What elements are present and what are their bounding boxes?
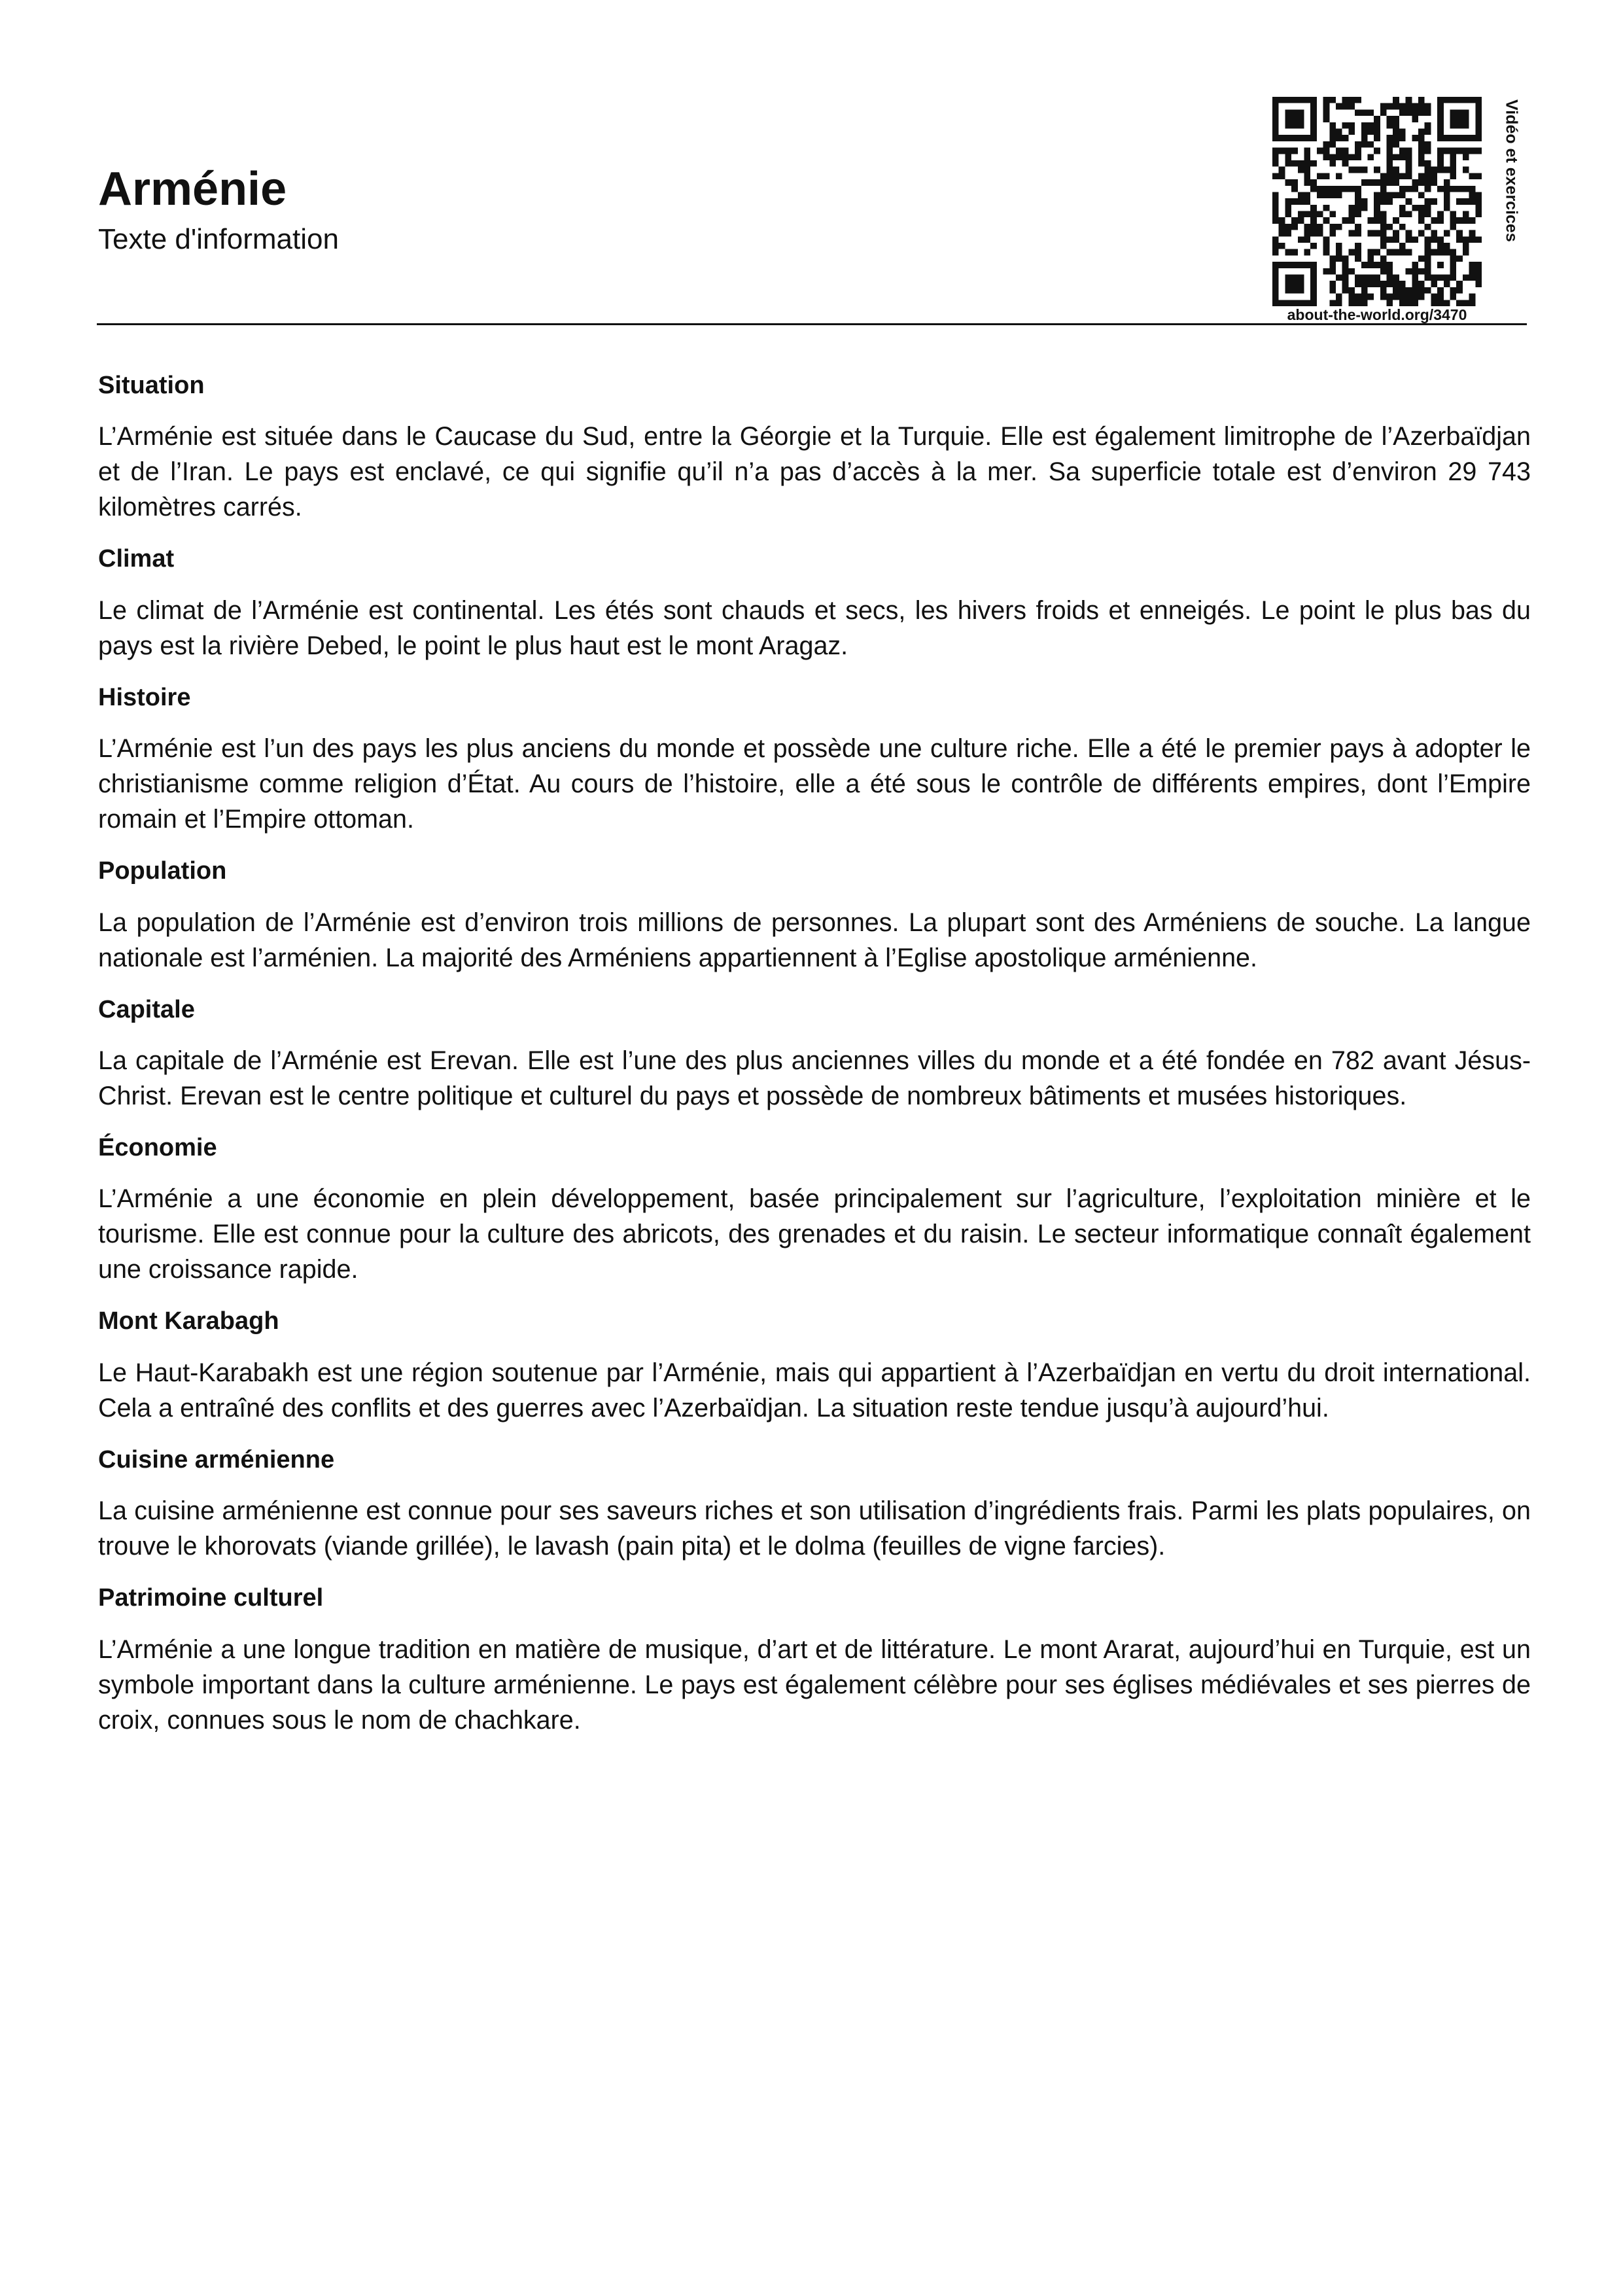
- section-paragraph: La population de l’Arménie est d’environ trois millions de personnes. La plupart sont des Arméniens de souche. La langue nationale est l’arménien. La majorité des Arméniens appartiennent à l’Eglise apostolique arménienne.: [98, 908, 1531, 972]
- content-sections: [98, 370, 1531, 1756]
- section-paragraph: L’Arménie est l’un des pays les plus anciens du monde et possède une culture riche. Elle a été le premier pays à adopter le christianisme comme religion d’État. Au cours de l’histoire, elle a été sous le contrôle de différents empires, dont l’Empire romain et l’Empire ottoman.: [98, 734, 1531, 834]
- section-heading: Population: [98, 857, 227, 885]
- section-paragraph: La capitale de l’Arménie est Erevan. Elle est l’une des plus anciennes villes du monde et a été fondée en 782 avant Jésus-Christ. Erevan est le centre politique et culturel du pays et possède de nombreux bâtiments et musées historiques.: [98, 1046, 1531, 1110]
- qr-url-label: about-the-world.org/3470: [1287, 306, 1467, 323]
- section-heading: Histoire: [98, 683, 191, 711]
- section-paragraph: L’Arménie a une économie en plein développement, basée principalement sur l’agriculture, l’exploitation minière et le tourisme. Elle est connue pour la culture des abricots, des grenades et du raisin. Le secteur informatique connaît également une croissance rapide.: [98, 1184, 1531, 1284]
- section-patrimoine: [98, 1582, 1531, 1737]
- section-paragraph: La cuisine arménienne est connue pour ses saveurs riches et son utilisation d’ingrédients frais. Parmi les plats populaires, on trouve le khorovats (viande grillée), le lavash (pain pita) et le dolma (feuilles de vigne farcies).: [98, 1496, 1531, 1561]
- section-heading: Capitale: [98, 995, 195, 1023]
- section-heading: Situation: [98, 372, 205, 399]
- qr-code-icon: [1272, 97, 1482, 306]
- section-heading: Climat: [98, 545, 175, 573]
- section-paragraph: Le climat de l’Arménie est continental. Les étés sont chauds et secs, les hivers froids et enneigés. Le point le plus bas du pays est la rivière Debed, le point le plus haut est le mont Aragaz.: [98, 595, 1531, 660]
- section-heading: Mont Karabagh: [98, 1307, 279, 1335]
- section-heading: Patrimoine culturel: [98, 1584, 324, 1612]
- section-economie: [98, 1132, 1531, 1287]
- section-heading: Cuisine arménienne: [98, 1445, 335, 1474]
- page-title: Arménie: [98, 163, 287, 215]
- section-cuisine: [98, 1444, 1531, 1564]
- section-heading: Économie: [98, 1133, 217, 1161]
- section-situation: [98, 370, 1531, 525]
- section-mont-karabagh: [98, 1305, 1531, 1425]
- qr-vertical-label: Vidéo et exercices: [1502, 99, 1521, 242]
- header-divider: [97, 323, 1527, 325]
- section-histoire: [98, 682, 1531, 837]
- section-climat: [98, 543, 1531, 663]
- section-paragraph: Le Haut-Karabakh est une région soutenue par l’Arménie, mais qui appartient à l’Azerbaïdjan en vertu du droit international. Cela a entraîné des conflits et des guerres avec l’Azerbaïdjan. La situation reste tendue jusqu’à aujourd’hui.: [98, 1358, 1531, 1422]
- section-paragraph: L’Arménie est située dans le Caucase du Sud, entre la Géorgie et la Turquie. Elle est également limitrophe de l’Azerbaïdjan et de l’Iran. Le pays est enclavé, ce qui signifie qu’il n’a pas d’accès à la mer. Sa superficie totale est d’environ 29 743 kilomètres carrés.: [98, 422, 1531, 522]
- section-population: [98, 855, 1531, 975]
- section-paragraph: L’Arménie a une longue tradition en matière de musique, d’art et de littérature. Le mont Ararat, aujourd’hui en Turquie, est un symbole important dans la culture arménienne. Le pays est également célèbre pour ses églises médiévales et ses pierres de croix, connues sous le nom de chachkare.: [98, 1634, 1531, 1735]
- page-subtitle: Texte d'information: [98, 223, 339, 255]
- section-capitale: [98, 994, 1531, 1114]
